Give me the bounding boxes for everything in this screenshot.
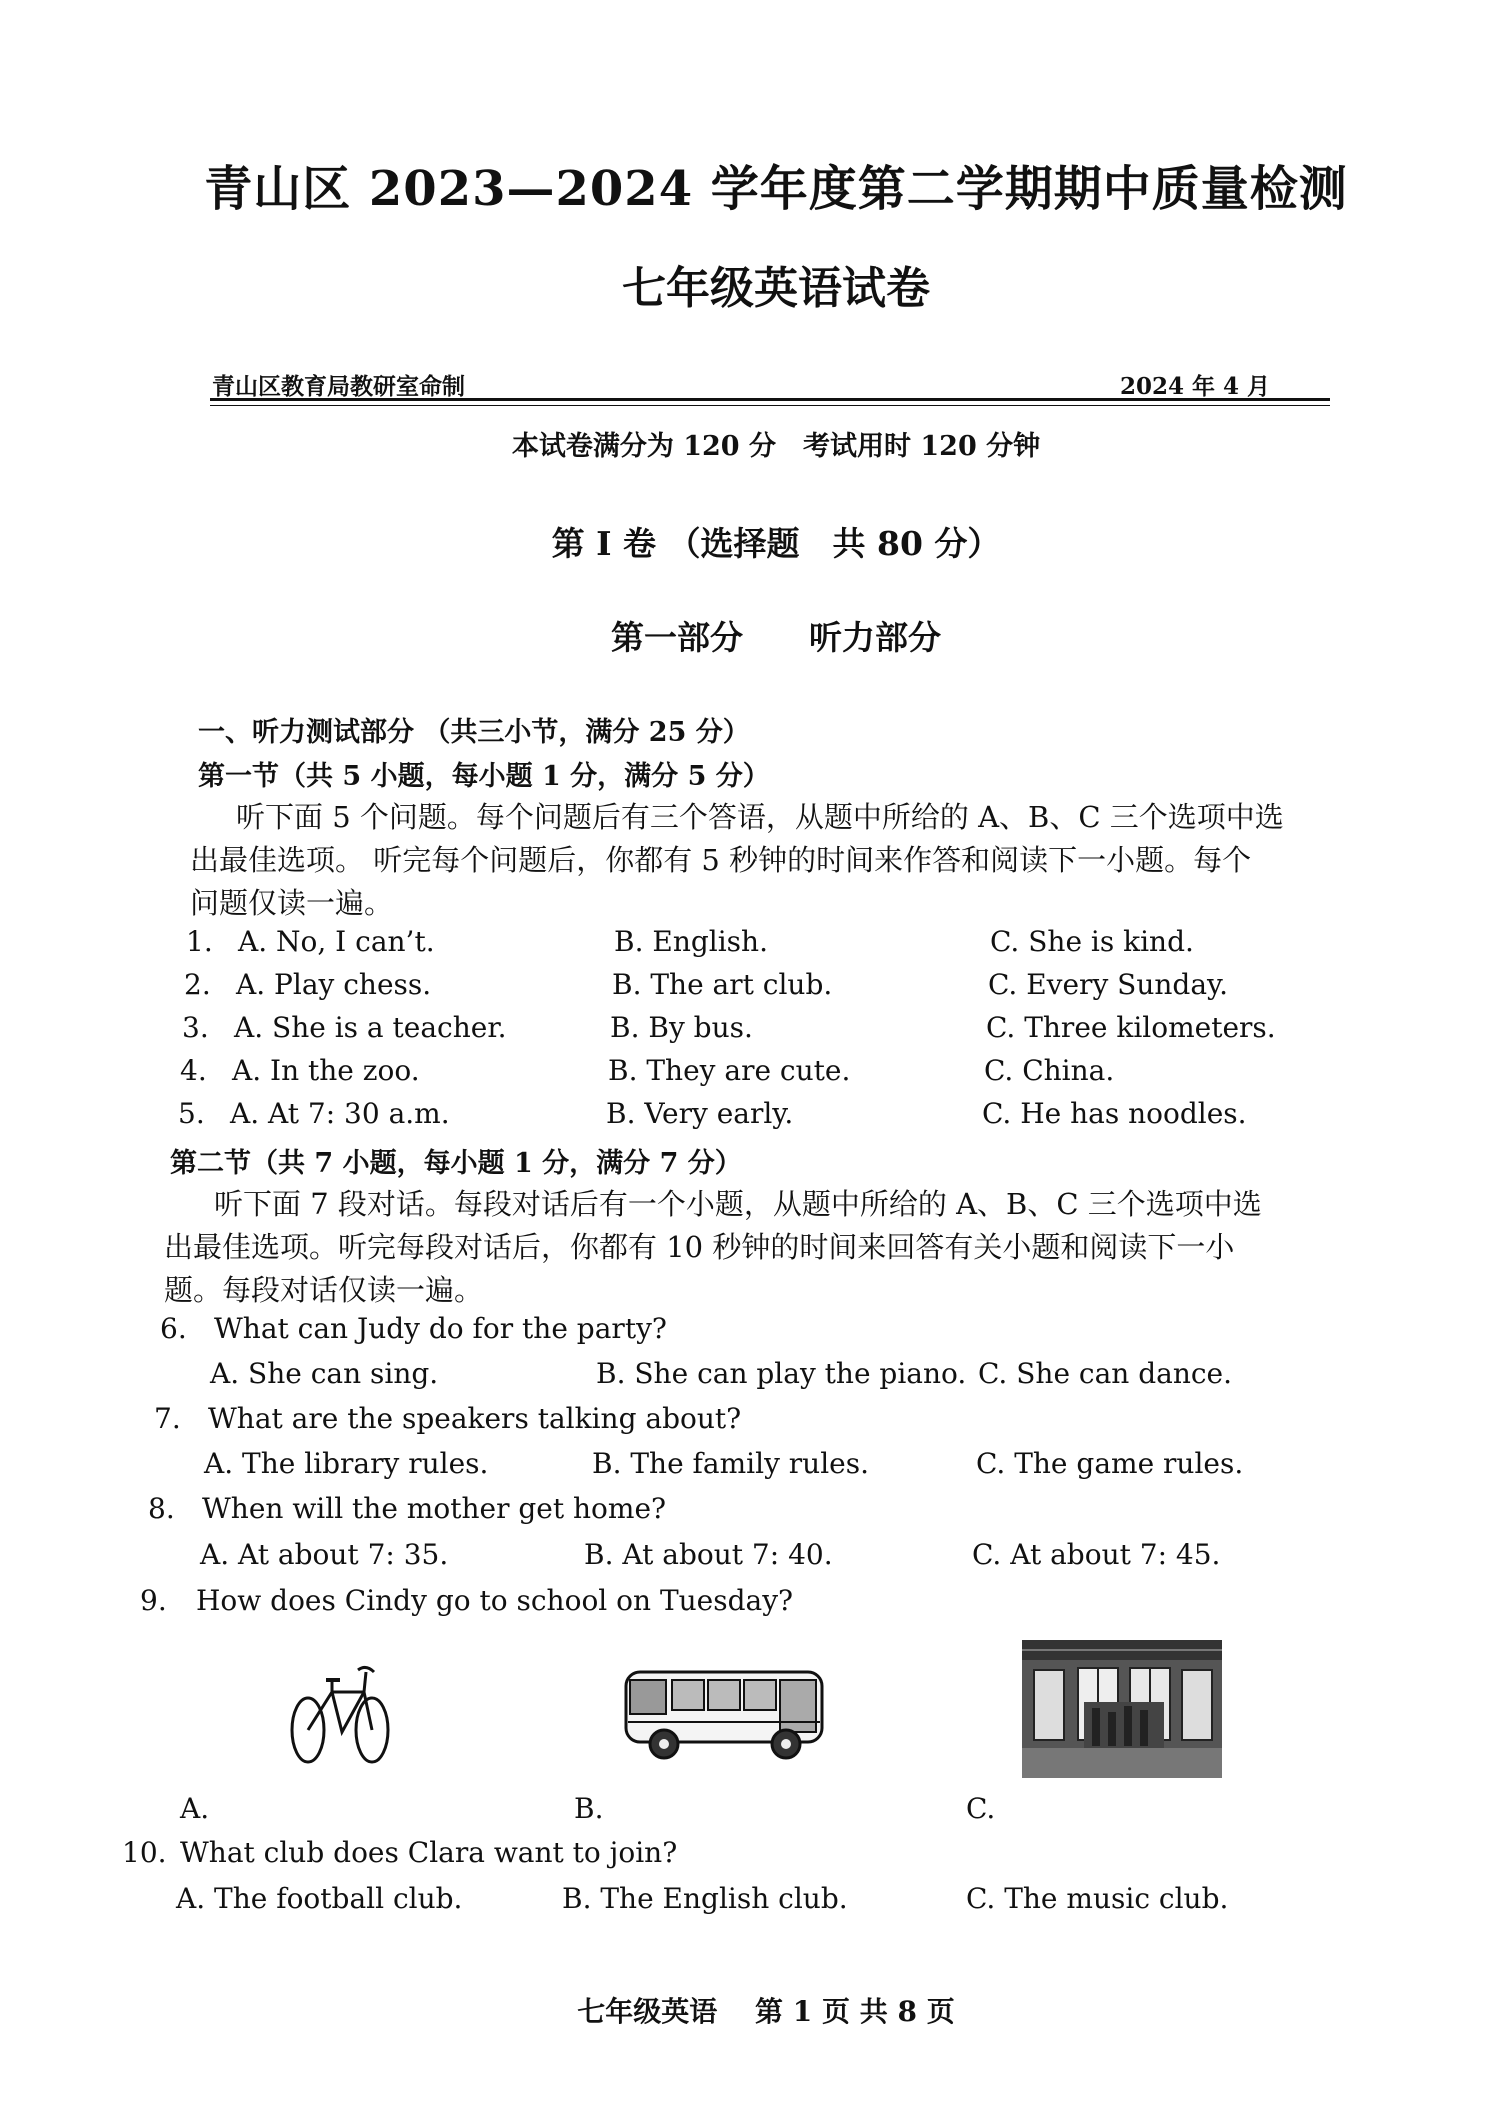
question-number: 5. bbox=[178, 1097, 205, 1130]
question-text: What club does Clara want to join? bbox=[180, 1836, 678, 1869]
option-b: B. bbox=[574, 1792, 604, 1825]
option-b: B. By bus. bbox=[610, 1011, 753, 1044]
option-a: A. The football club. bbox=[176, 1882, 463, 1915]
header-divider bbox=[210, 398, 1330, 401]
option-c: C. The game rules. bbox=[976, 1447, 1244, 1480]
header-divider-thin bbox=[210, 405, 1330, 406]
option-a: A. In the zoo. bbox=[232, 1054, 420, 1087]
section2-instructions-line1: 听下面 7 段对话。每段对话后有一个小题，从题中所给的 A、B、C 三个选项中选 bbox=[214, 1187, 1262, 1221]
option-a: A. She is a teacher. bbox=[234, 1011, 507, 1044]
issuer-label: 青山区教育局教研室命制 bbox=[212, 373, 465, 400]
question-number: 2. bbox=[184, 968, 211, 1001]
option-c: C. China. bbox=[984, 1054, 1115, 1087]
option-a: A. Play chess. bbox=[236, 968, 432, 1001]
listening-section-heading: 一、听力测试部分 （共三小节，满分 25 分） bbox=[198, 717, 750, 748]
option-a: A. At 7: 30 a.m. bbox=[230, 1097, 450, 1130]
question-text: How does Cindy go to school on Tuesday? bbox=[196, 1584, 794, 1617]
question-number: 9. bbox=[140, 1584, 167, 1617]
option-c: C. bbox=[966, 1792, 996, 1825]
exam-title: 青山区 2023—2024 学年度第二学期期中质量检测 bbox=[204, 161, 1348, 217]
section1-instructions-line2: 出最佳选项。 听完每个问题后，你都有 5 秒钟的时间来作答和阅读下一小题。每个 bbox=[190, 843, 1252, 877]
option-b: B. The family rules. bbox=[592, 1447, 870, 1480]
option-a: A. No, I can’t. bbox=[238, 925, 435, 958]
bicycle-icon bbox=[280, 1650, 400, 1770]
option-c: C. He has noodles. bbox=[982, 1097, 1247, 1130]
section2-instructions-line2: 出最佳选项。听完每段对话后，你都有 10 秒钟的时间来回答有关小题和阅读下一小 bbox=[164, 1230, 1235, 1264]
question-text: What can Judy do for the party? bbox=[214, 1312, 667, 1345]
option-b: B. The English club. bbox=[562, 1882, 848, 1915]
option-c: C. The music club. bbox=[966, 1882, 1229, 1915]
exam-info: 本试卷满分为 120 分 考试用时 120 分钟 bbox=[511, 431, 1041, 462]
option-c: C. Three kilometers. bbox=[986, 1011, 1276, 1044]
option-c: C. Every Sunday. bbox=[988, 968, 1229, 1001]
question-number: 1. bbox=[186, 925, 213, 958]
part-heading: 第一部分 听力部分 bbox=[611, 618, 941, 657]
section2-heading: 第二节（共 7 小题，每小题 1 分，满分 7 分） bbox=[170, 1148, 742, 1179]
option-a: A. At about 7: 35. bbox=[200, 1538, 449, 1571]
bus-icon bbox=[620, 1660, 832, 1770]
option-a: A. bbox=[180, 1792, 210, 1825]
exam-subtitle: 七年级英语试卷 bbox=[622, 263, 930, 314]
volume-heading: 第 I 卷 （选择题 共 80 分） bbox=[551, 524, 1001, 563]
question-text: What are the speakers talking about? bbox=[208, 1402, 742, 1435]
question-number: 7. bbox=[154, 1402, 181, 1435]
question-number: 8. bbox=[148, 1492, 175, 1525]
option-c: C. She is kind. bbox=[990, 925, 1194, 958]
section1-instructions-line1: 听下面 5 个问题。每个问题后有三个答语，从题中所给的 A、B、C 三个选项中选 bbox=[236, 800, 1284, 834]
option-b: B. They are cute. bbox=[608, 1054, 851, 1087]
option-b: B. She can play the piano. bbox=[596, 1357, 967, 1390]
question-number: 4. bbox=[180, 1054, 207, 1087]
option-a: A. The library rules. bbox=[204, 1447, 489, 1480]
option-c: C. She can dance. bbox=[978, 1357, 1233, 1390]
section1-heading: 第一节（共 5 小题，每小题 1 分，满分 5 分） bbox=[198, 761, 770, 792]
option-a: A. She can sing. bbox=[210, 1357, 439, 1390]
question-number: 6. bbox=[160, 1312, 187, 1345]
exam-date: 2024 年 4 月 bbox=[1120, 373, 1271, 400]
question-number: 3. bbox=[182, 1011, 209, 1044]
option-b: B. At about 7: 40. bbox=[584, 1538, 833, 1571]
section2-instructions-line3: 题。每段对话仅读一遍。 bbox=[164, 1273, 484, 1307]
option-c: C. At about 7: 45. bbox=[972, 1538, 1221, 1571]
section1-instructions-line3: 问题仅读一遍。 bbox=[190, 886, 394, 920]
option-b: B. The art club. bbox=[612, 968, 833, 1001]
option-b: B. Very early. bbox=[606, 1097, 794, 1130]
question-number: 10. bbox=[122, 1836, 167, 1869]
school-building-photo bbox=[1022, 1640, 1222, 1778]
question-text: When will the mother get home? bbox=[202, 1492, 667, 1525]
page-footer: 七年级英语 第 1 页 共 8 页 bbox=[577, 1995, 955, 2028]
option-b: B. English. bbox=[614, 925, 768, 958]
